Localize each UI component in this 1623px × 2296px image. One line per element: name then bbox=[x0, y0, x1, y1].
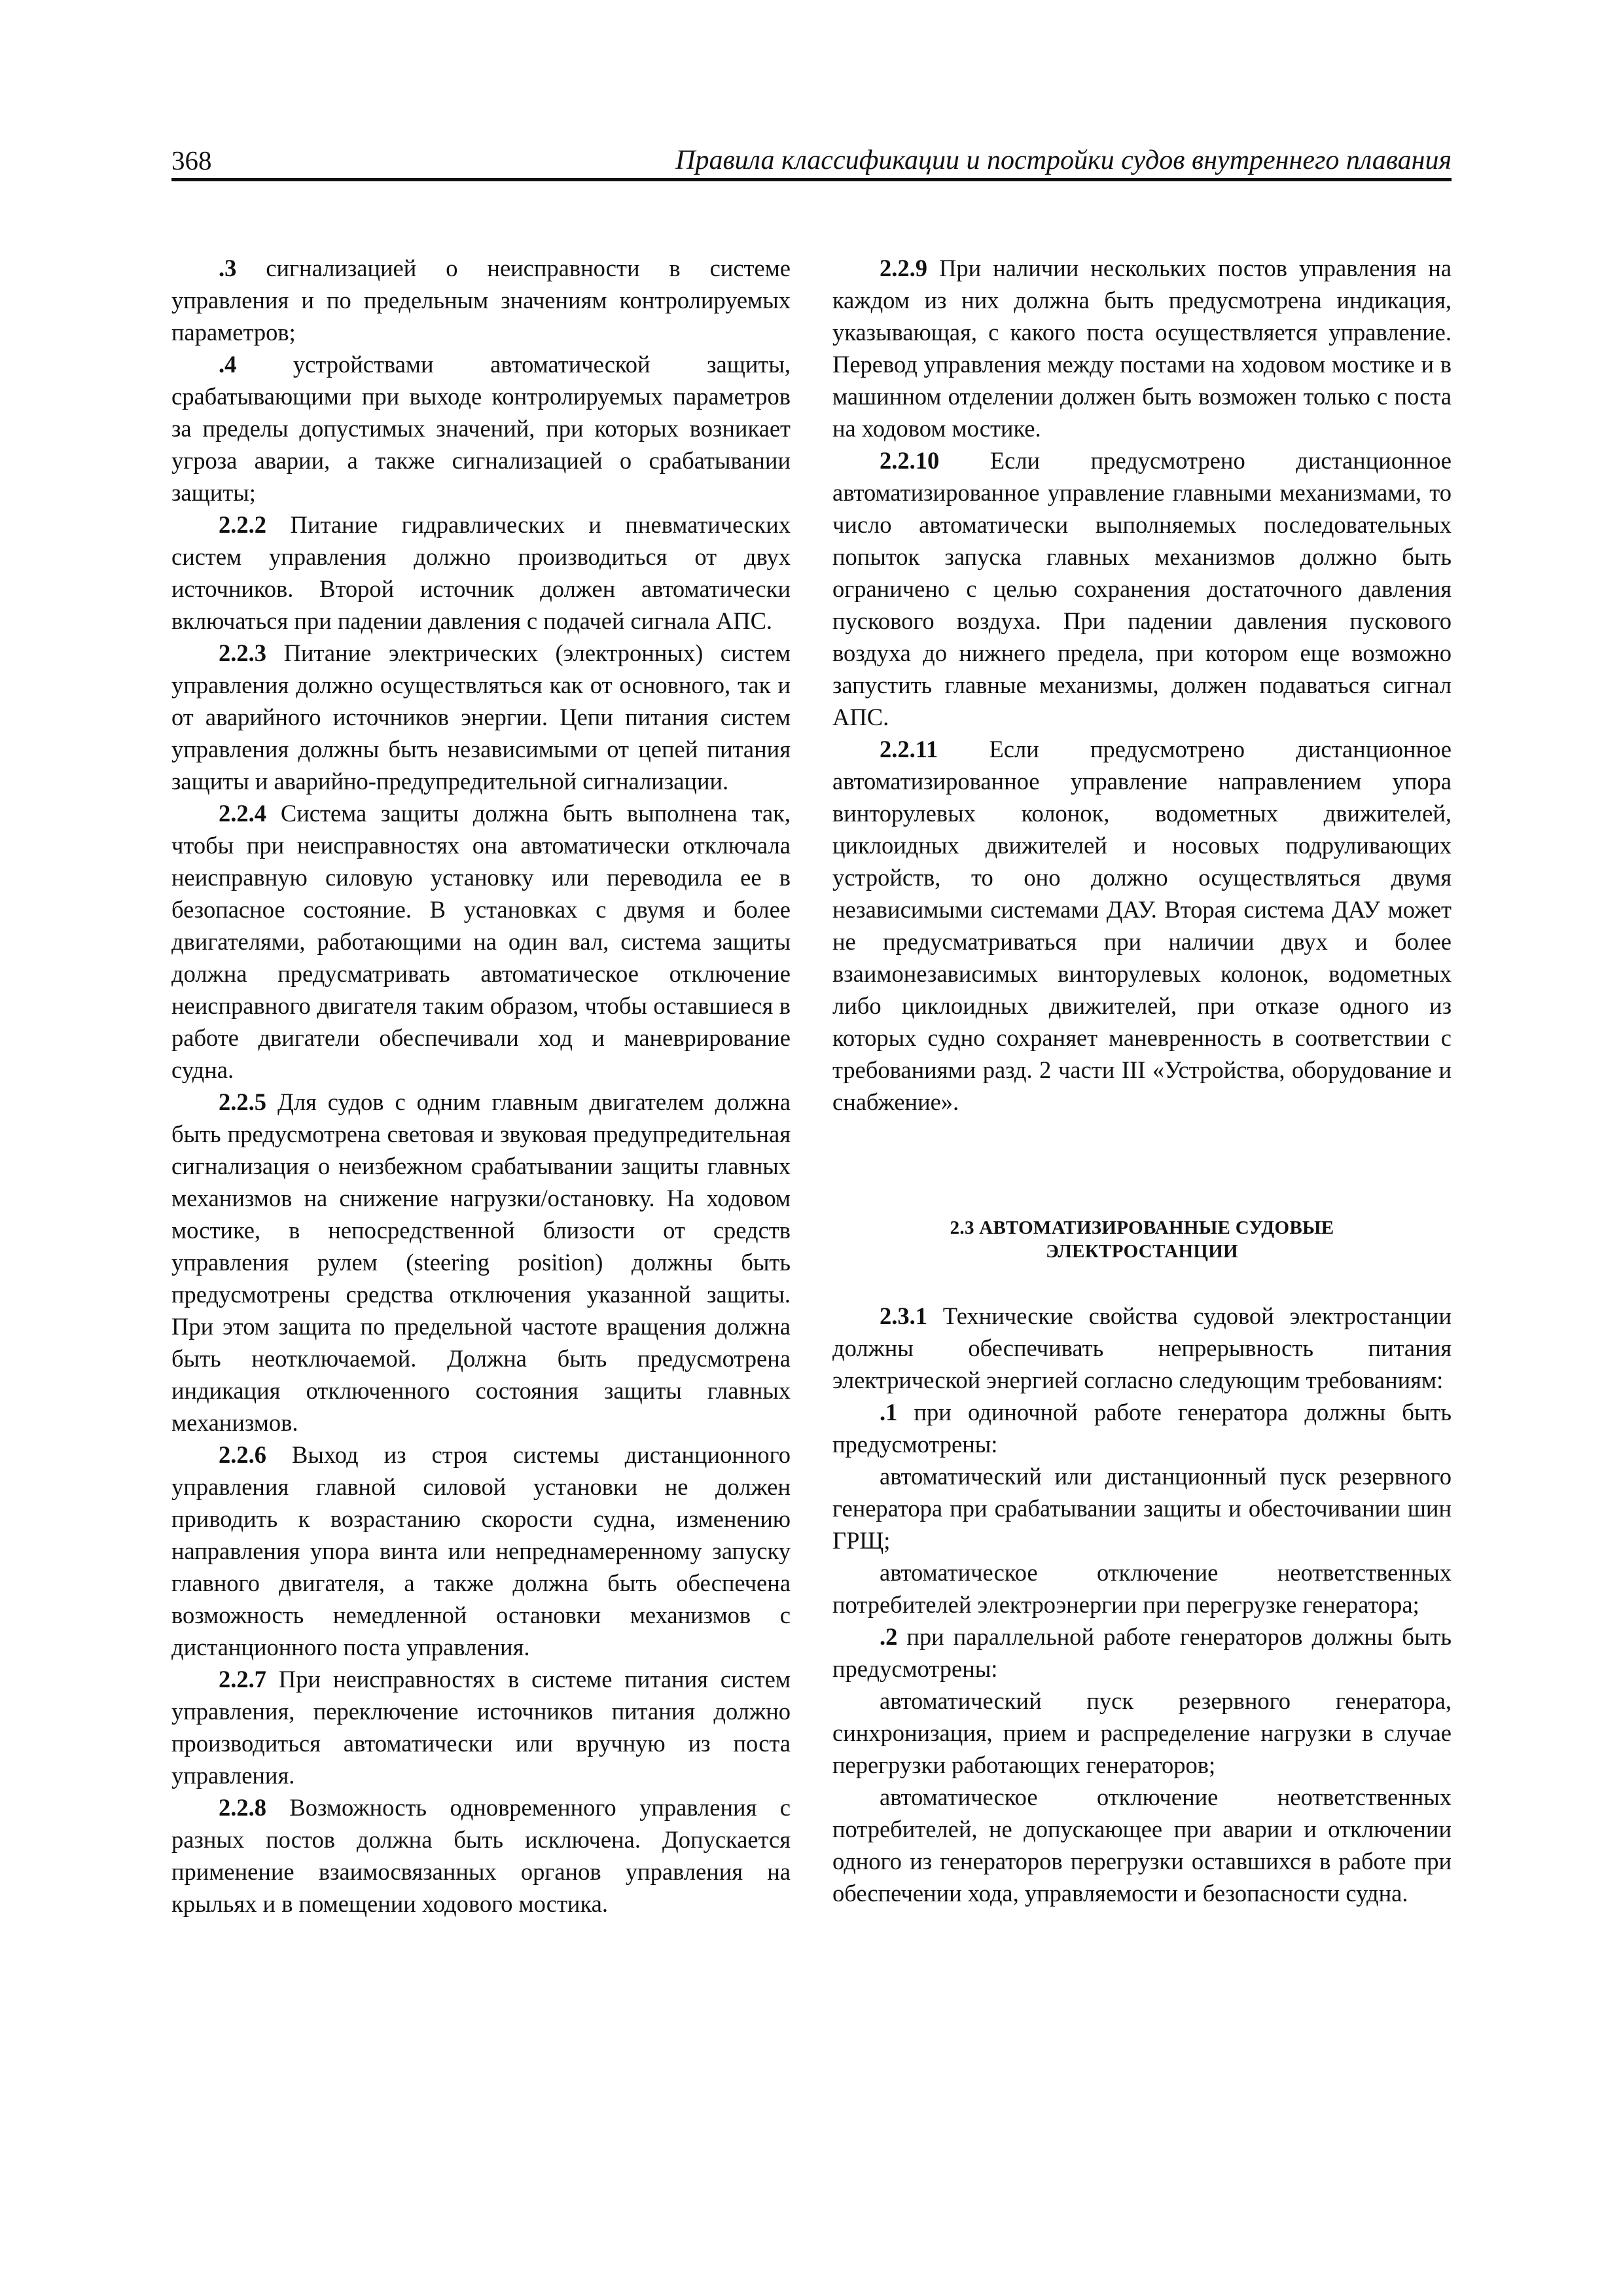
paragraph bbox=[832, 252, 1452, 444]
page-number: 368 bbox=[171, 145, 212, 175]
header-divider bbox=[171, 178, 1452, 181]
paragraph bbox=[832, 1621, 1452, 1685]
paragraph bbox=[832, 1685, 1452, 1781]
paragraph-text: Если предусмотрено дистанционное автоматизированное управление главными механизмами, то число автоматически выполняемых последовательных попыток запуска главных механизмов должно быть ограничено с целью сохранения достаточного давления пускового воздуха. При падении давления пускового воздуха до нижнего предела, при котором еще возможно запустить главные механизмы, должен подаваться сигнал АПС. bbox=[832, 447, 1452, 730]
paragraph-text: автоматический или дистанционный пуск резервного генератора при срабатывании защиты и обесточивании шин ГРЩ; bbox=[832, 1463, 1452, 1554]
clause-number: .4 bbox=[219, 351, 237, 378]
paragraph bbox=[832, 1300, 1452, 1396]
clause-number: 2.2.3 bbox=[219, 639, 266, 666]
paragraph bbox=[171, 637, 791, 797]
clause-number: .2 bbox=[880, 1623, 898, 1650]
paragraph bbox=[832, 444, 1452, 733]
clause-number: 2.2.11 bbox=[880, 736, 938, 762]
paragraph-text: автоматическое отключение неответственных потребителей, не допускающее при аварии и отключении одного из генераторов перегрузки оставшихся в работе при обеспечении хода, управляемости и безопасности судна. bbox=[832, 1784, 1452, 1907]
running-title: Правила классификации и постройки судов внутреннего плавания bbox=[675, 145, 1452, 175]
paragraph-text: устройствами автоматической защиты, срабатывающими при выходе контролируемых параметров за пределы допустимых значений, при которых возникает угроза аварии, а также сигнализацией о срабатывании защиты; bbox=[171, 351, 791, 506]
paragraph bbox=[832, 1460, 1452, 1556]
paragraph-text: автоматическое отключение неответственных потребителей электроэнергии при перегрузке генератора; bbox=[832, 1559, 1452, 1618]
paragraph bbox=[832, 733, 1452, 1118]
clause-number: 2.2.4 bbox=[219, 800, 266, 827]
paragraph bbox=[171, 1439, 791, 1663]
paragraph bbox=[832, 1781, 1452, 1909]
paragraph-text: Технические свойства судовой электростанции должны обеспечивать непрерывность питания электрической энергией согласно следующим требованиям: bbox=[832, 1302, 1452, 1393]
paragraph bbox=[832, 1396, 1452, 1460]
section-heading bbox=[832, 1216, 1452, 1263]
clause-number: 2.3.1 bbox=[880, 1302, 927, 1329]
paragraph-text: При неисправностях в системе питания систем управления, переключение источников питания должно производиться автоматически или вручную из поста управления. bbox=[171, 1666, 791, 1789]
section-heading-line: 2.3 АВТОМАТИЗИРОВАННЫЕ СУДОВЫЕ bbox=[950, 1217, 1334, 1238]
paragraph-text: Если предусмотрено дистанционное автоматизированное управление направлением упора винторулевых колонок, водометных движителей, циклоидных движителей и носовых подруливающих устройств, то оно должно осуществляться двумя независимыми системами ДАУ. Вторая система ДАУ может не предусматриваться при наличии двух и более взаимонезависимых винторулевых колонок, водометных либо циклоидных движителей, при отказе одного из которых судно сохраняет маневренность в соответствии с требованиями разд. 2 части III «Устройства, оборудование и снабжение». bbox=[832, 736, 1452, 1115]
clause-number: 2.2.8 bbox=[219, 1794, 266, 1821]
clause-number: 2.2.6 bbox=[219, 1441, 266, 1468]
paragraph-text: при параллельной работе генераторов должны быть предусмотрены: bbox=[832, 1623, 1452, 1682]
paragraph-text: Система защиты должна быть выполнена так, чтобы при неисправностях она автоматически отключала неисправную силовую установку или переводила ее в безопасное состояние. В установках с двумя и более двигателями, работающими на один вал, система защиты должна предусматривать автоматическое отключение неисправного двигателя таким образом, чтобы оставшиеся в работе двигатели обеспечивали ход и маневрирование судна. bbox=[171, 800, 791, 1083]
clause-number: 2.2.5 bbox=[219, 1088, 266, 1115]
right-column bbox=[832, 252, 1452, 1909]
left-column bbox=[171, 252, 791, 1920]
page-header bbox=[171, 141, 1452, 179]
clause-number: .1 bbox=[880, 1399, 898, 1426]
paragraph-text: автоматический пуск резервного генератора, синхронизация, прием и распределение нагрузки в случае перегрузки работающих генераторов; bbox=[832, 1687, 1452, 1778]
clause-number: 2.2.2 bbox=[219, 511, 266, 538]
clause-number: 2.2.10 bbox=[880, 447, 940, 474]
paragraph bbox=[171, 509, 791, 637]
paragraph-text: Питание гидравлических и пневматических систем управления должно производиться от двух источников. Второй источник должен автоматически включаться при падении давления с подачей сигнала АПС. bbox=[171, 511, 791, 634]
paragraph-text: При наличии нескольких постов управления на каждом из них должна быть предусмотрена индикация, указывающая, с какого поста осуществляется управление. Перевод управления между постами на ходовом мостике и в машинном отделении должен быть возможен только с поста на ходовом мостике. bbox=[832, 255, 1452, 442]
clause-number: 2.2.9 bbox=[880, 255, 927, 281]
paragraph bbox=[171, 1086, 791, 1439]
paragraph-text: Выход из строя системы дистанционного управления главной силовой установки не должен приводить к возрастанию скорости судна, изменению направления упора винта или непреднамеренному запуску главного двигателя, а также должна быть обеспечена возможность немедленной остановки механизмов с дистанционного поста управления. bbox=[171, 1441, 791, 1660]
clause-number: 2.2.7 bbox=[219, 1666, 266, 1693]
section-heading-line: ЭЛЕКТРОСТАНЦИИ bbox=[1046, 1241, 1238, 1262]
paragraph bbox=[171, 1791, 791, 1920]
paragraph bbox=[171, 797, 791, 1086]
paragraph-text: при одиночной работе генератора должны быть предусмотрены: bbox=[832, 1399, 1452, 1458]
paragraph-text: сигнализацией о неисправности в системе управления и по предельным значениям контролируемых параметров; bbox=[171, 255, 791, 346]
paragraph-text: Для судов с одним главным двигателем должна быть предусмотрена световая и звуковая предупредительная сигнализация о неизбежном срабатывании защиты главных механизмов на снижение нагрузки/остановку. На ходовом мостике, в непосредственной близости от средств управления рулем (steering position) должны быть предусмотрены средства отключения указанной защиты. При этом защита по предельной частоте вращения должна быть неотключаемой. Должна быть предусмотрена индикация отключенного состояния защиты главных механизмов. bbox=[171, 1088, 791, 1436]
paragraph bbox=[832, 1556, 1452, 1621]
paragraph bbox=[171, 1663, 791, 1791]
paragraph-text: Возможность одновременного управления с разных постов должна быть исключена. Допускается применение взаимосвязанных органов управления на крыльях и в помещении ходового мостика. bbox=[171, 1794, 791, 1917]
paragraph-text: Питание электрических (электронных) систем управления должно осуществляться как от основного, так и от аварийного источников энергии. Цепи питания систем управления должны быть независимыми от цепей питания защиты и аварийно-предупредительной сигнализации. bbox=[171, 639, 791, 795]
paragraph bbox=[171, 348, 791, 509]
paragraph bbox=[171, 252, 791, 348]
clause-number: .3 bbox=[219, 255, 237, 281]
